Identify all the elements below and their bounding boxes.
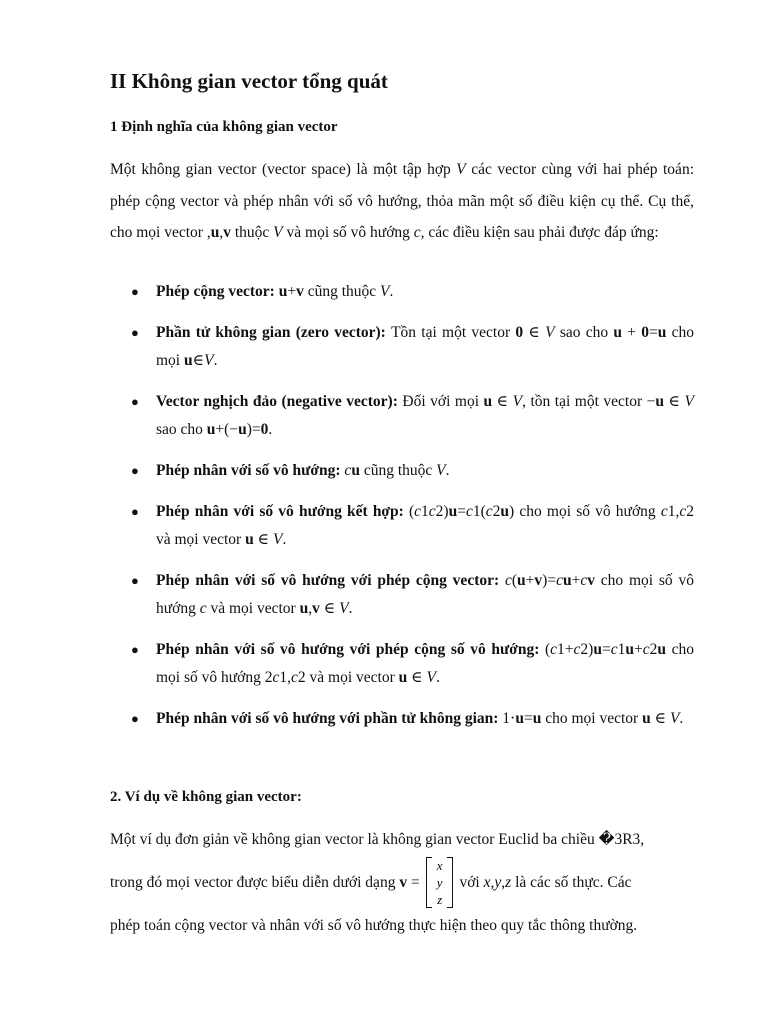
matrix-entry-x: x	[436, 858, 443, 873]
bullet-icon: ●	[131, 463, 139, 478]
section-heading-example: 2. Ví dụ về không gian vector:	[110, 789, 302, 805]
bullet-icon: ●	[131, 325, 139, 340]
axiom-item	[131, 567, 694, 623]
axiom-text: Phép nhân với số vô hướng: cu cũng thuộc V.	[156, 462, 450, 479]
axiom-item	[131, 457, 694, 485]
matrix-entry-z: z	[437, 892, 443, 907]
axiom-text: Phần tử không gian (zero vector): Tồn tại một vector 0 ∈ V sao cho u + 0=u cho mọi u∈V.	[156, 324, 694, 369]
bullet-icon: ●	[131, 711, 139, 726]
example-line-2	[110, 856, 694, 910]
matrix-entry-y: y	[436, 875, 443, 890]
bullet-icon: ●	[131, 573, 139, 588]
axiom-item	[131, 498, 694, 554]
right-bracket-icon	[447, 857, 453, 908]
axiom-item	[131, 388, 694, 444]
bullet-icon: ●	[131, 504, 139, 519]
axiom-text: Phép nhân với số vô hướng với phép cộng số vô hướng: (c1+c2)u=c1u+c2u cho mọi số vô hướng 2c1,c2 và mọi vector u ∈ V.	[156, 641, 694, 686]
section-heading-definition: 1 Định nghĩa của không gian vector	[110, 119, 338, 135]
axiom-text: Phép nhân với số vô hướng với phép cộng vector: c(u+v)=cu+cv cho mọi số vô hướng c và mọi vector u,v ∈ V.	[156, 572, 694, 617]
bullet-icon: ●	[131, 642, 139, 657]
definition-paragraph: Một không gian vector (vector space) là một tập hợp V các vector cùng với hai phép toán: phép cộng vector và phép nhân với số vô hướng, thỏa mãn một số điều kiện cụ thể. Cụ thể, cho mọi vector ,u,v thuộc V và mọi số vô hướng c, các điều kiện sau phải được đáp ứng:	[110, 161, 694, 241]
vector-form-text: trong đó mọi vector được biểu diễn dưới dạng v =	[110, 873, 420, 891]
axiom-text: Phép nhân với số vô hướng với phần tử không gian: 1⋅u=u cho mọi vector u ∈ V.	[156, 710, 684, 727]
example-line-1: Một ví dụ đơn giản về không gian vector là không gian vector Euclid ba chiều �3R3,	[110, 831, 645, 848]
example-line-3: phép toán cộng vector và nhân với số vô hướng thực hiện theo quy tắc thông thường.	[110, 916, 638, 934]
axiom-list	[110, 278, 694, 746]
bullet-icon: ●	[131, 394, 139, 409]
axiom-item	[131, 636, 694, 692]
vector-condition-text: với x,y,z là các số thực. Các	[459, 873, 632, 891]
bullet-icon: ●	[131, 284, 139, 299]
example-paragraph	[110, 824, 694, 941]
axiom-item	[131, 278, 694, 306]
axiom-text: Phép cộng vector: u+v cũng thuộc V.	[156, 283, 394, 300]
axiom-item	[131, 705, 694, 733]
axiom-text: Vector nghịch đảo (negative vector): Đối với mọi u ∈ V, tồn tại một vector −u ∈ V sao cho u+(−u)=0.	[156, 393, 694, 438]
axiom-text: Phép nhân với số vô hướng kết hợp: (c1c2)u=c1(c2u) cho mọi số vô hướng c1,c2 và mọi vector u ∈ V.	[156, 503, 694, 548]
column-vector-matrix	[426, 857, 454, 908]
axiom-item	[131, 319, 694, 375]
page-title: II Không gian vector tổng quát	[110, 69, 388, 93]
